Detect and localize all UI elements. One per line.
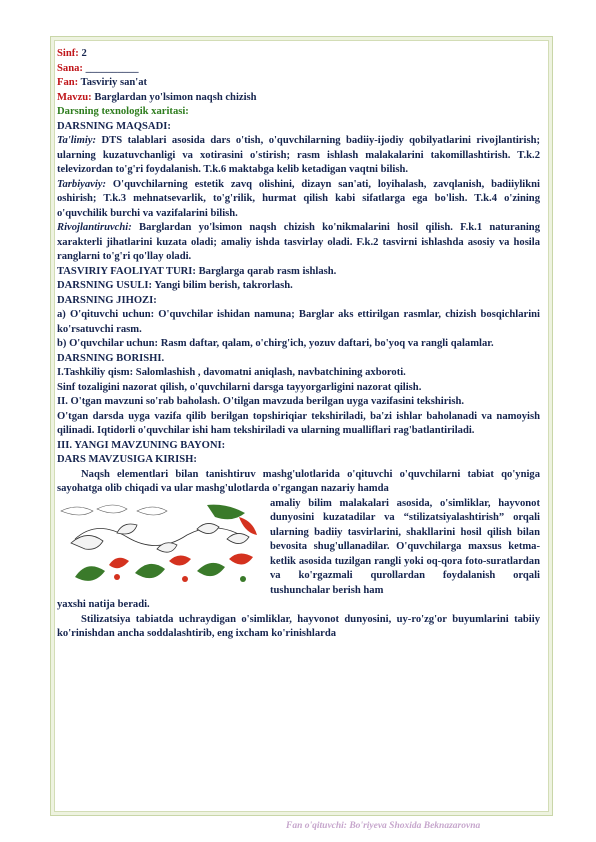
borishi-p1: I.Tashkiliy qism: Salomlashish , davomatni aniqlash, navbatchining axboroti. [57,367,406,378]
borishi-heading: DARSNING BORISHI. [57,352,165,364]
tarbiyaviy-paragraph: Tarbiyaviy: O'quvchilarning estetik zavq olishini, dizayn san'ati, loyihalash, zavqlanish, badiiylikni oshirish; T.k.3 mehnatsevarlik, to'g'rilik, hurmat qilish kabi sifatlarga ega bo'lish. T.k.4 o'zining o'quvchilik burchi va vazifalarini bilish. [57,178,540,219]
kirish-heading: DARS MAVZUSIGA KIRISH: [57,454,197,465]
footer-teacher: Fan o'qituvchi: Bo'riyeva Shoxida Beknazarovna [286,821,481,831]
yangi-heading: III. YANGI MAVZUNING BAYONI: [57,439,226,451]
talimiy-paragraph: Ta'limiy: DTS talablari asosida dars o'tish, o'quvchilarning badiiy-ijodiy qobilyatlarini rivojlantirish; ularning kuzatuvchanligi va xotirasini o'stirish; rasm ishlash malakalarini takomillashtirish. T.k.2 televizordan to'g'ri foydalanish. T.k.6 maktabga kelib ketadigan vaqtni bilish. [57,135,540,175]
yangi-p1-end: yaxshi natija beradi. [57,599,150,610]
tech-map-heading: Darsning texnologik xaritasi: [57,106,189,117]
jihozi-teacher: a) O'qituvchi uchun: O'quvchilar ishidan namuna; Barglar aks ettirilgan rasmlar, chizish bosqichlarini ko'rsatuvchi rasm. [57,309,540,335]
yangi-p2: Stilizatsiya tabiatda uchraydigan o'simliklar, hayvonot dunyosini, uy-ro'zg'or buyumlarini tabiiy ko'rinishdan ancha soddalashtirib, eng ixcham ko'rinishlarda [57,613,540,639]
maqsad-heading: DARSNING MAQSADI: [57,120,171,132]
leaf-pattern-image [57,499,262,589]
document-body [57,47,540,642]
sana-line: Sana: __________ [57,62,139,74]
jihozi-heading: DARSNING JIHOZI: [57,294,157,306]
sinf-line: Sinf: 2 [57,48,87,59]
mavzu-line: Mavzu: Barglardan yo'lsimon naqsh chizish [57,91,257,103]
usul-line: DARSNING USULI: Yangi bilim berish, takrorlash. [57,280,293,291]
borishi-p3: II. O'tgan mavzuni so'rab baholash. O'tilgan mavzuda berilgan uyga vazifasini tekshirish. [57,396,465,407]
rivojlantiruvchi-paragraph: Rivojlantiruvchi: Barglardan yo'lsimon naqsh chizish ko'nikmalarini hosil qilish. F.k.1 naturaning xarakterli jihatlarini kuzata oladi; amaliy ishda tasvirlay oladi. F.k.2 tasvirni ishlashda asosiy va hosila ranglarni to'g'ri qo'llay oladi. [57,222,540,262]
borishi-p4: O'tgan darsda uyga vazifa qilib berilgan topshiriqiar tekshiriladi, ba'zi ishlar baholanadi va namoyish qilinadi. Iqtidorli o'quvchilar ishi ham tekshiriladi va ularning mualliflari rag'batlantiriladi. [57,410,540,436]
yangi-p1-top: Naqsh elementlari bilan tanishtiruv mashg'ulotlarida o'qituvchi o'quvchilarni tabiat qo'yniga sayohatga olib chiqadi va ular mashg'ulotlarda o'rgangan nazariy hamda [57,468,540,494]
yangi-p1-wrap: amaliy bilim malakalari asosida, o'simliklar, hayvonot dunyosini kuzatadilar va “stilizatsiyalashtirish” orqali ularning badiiy tasvirlarini, shakllarini hosil qilish bilan bevosita shug'ullanadilar. O'quvchilarga maxsus ketma-ketlik asosida tuzilgan rangli yoki oq-qora foto-suratlardan va ko'rgazmali qurollardan foydalanish orqali tushunchalar berish ham [270,497,540,596]
faoliyat-line: TASVIRIY FAOLIYAT TURI: Barglarga qarab rasm ishlash. [57,265,337,277]
jihozi-students: b) O'quvchilar uchun: Rasm daftar, qalam, o'chirg'ich, yozuv daftari, bo'yoq va rangli qalamlar. [57,338,494,349]
wrap-block [57,497,540,599]
borishi-p2: Sinf tozaligini nazorat qilish, o'quvchilarni darsga tayyorgarligini nazorat qilish. [57,381,422,393]
fan-line: Fan: Tasviriy san'at [57,77,148,88]
